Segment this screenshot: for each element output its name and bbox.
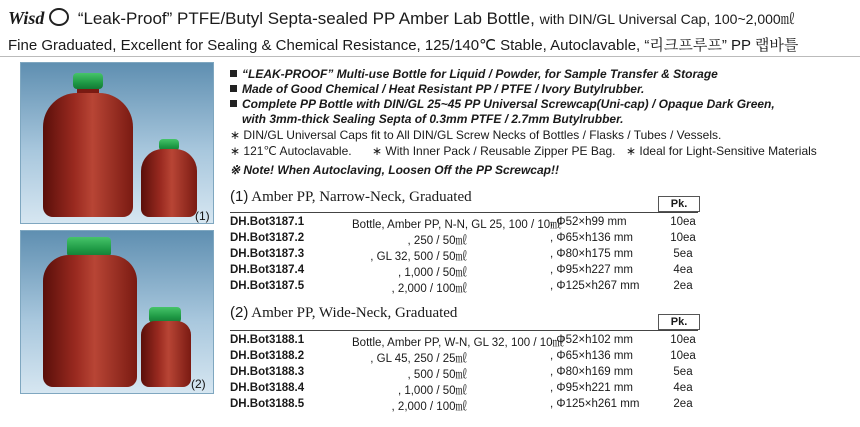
product-dim: , Φ95×h227 mm	[550, 264, 634, 276]
table-row	[230, 216, 700, 231]
table-row	[230, 334, 700, 349]
product-pk: 2ea	[673, 398, 693, 410]
table-row	[230, 382, 700, 397]
product-desc: , 2,000 / 100㎖	[391, 283, 467, 295]
large-bottle-icon	[43, 93, 133, 217]
product-desc: , GL 32, 500 / 50㎖	[370, 251, 467, 263]
product-dim: , Φ65×h136 mm	[550, 350, 634, 362]
product-photo-narrow-neck	[20, 62, 214, 224]
section-rule	[230, 330, 698, 331]
brand-mark-icon	[49, 8, 69, 26]
small-bottle-icon	[141, 321, 191, 387]
product-code: DH.Bot3187.1	[230, 216, 305, 228]
product-code: DH.Bot3187.3	[230, 248, 305, 260]
product-desc: , 500 / 50㎖	[407, 369, 467, 381]
product-desc: , GL 45, 250 / 25㎖	[370, 353, 467, 365]
autoclave-note: ※ Note! When Autoclaving, Loosen Off the PP Screwcap!!	[230, 163, 559, 177]
small-bottle-icon	[141, 149, 197, 217]
product-code: DH.Bot3188.1	[230, 334, 305, 346]
section-title: (1) Amber PP, Narrow-Neck, Graduated	[230, 188, 472, 205]
product-pk: 10ea	[670, 216, 696, 228]
square-bullet-icon	[230, 100, 237, 107]
table-row	[230, 398, 700, 413]
product-desc: , 1,000 / 50㎖	[397, 267, 467, 279]
title-small: with DIN/GL Universal Cap, 100~2,000㎖	[539, 11, 795, 27]
table-row	[230, 366, 700, 381]
feature-note: ∗ 121℃ Autoclavable.	[230, 144, 352, 158]
product-desc: Bottle, Amber PP, N-N, GL 25, 100 / 10㎖	[352, 219, 562, 231]
product-code: DH.Bot3188.5	[230, 398, 305, 410]
product-pk: 4ea	[673, 382, 693, 394]
product-dim: , Φ125×h267 mm	[550, 280, 640, 292]
product-code: DH.Bot3187.5	[230, 280, 305, 292]
square-bullet-icon	[230, 70, 237, 77]
product-pk: 5ea	[673, 366, 693, 378]
square-bullet-icon	[230, 85, 237, 92]
table-row	[230, 264, 700, 279]
product-pk: 10ea	[670, 334, 696, 346]
product-desc: Bottle, Amber PP, W-N, GL 32, 100 / 10㎖	[352, 337, 565, 349]
product-code: DH.Bot3188.2	[230, 350, 305, 362]
product-dim: , Φ80×h169 mm	[550, 366, 634, 378]
product-dim: , Φ125×h261 mm	[550, 398, 640, 410]
section-rule	[230, 212, 698, 213]
product-desc: , 2,000 / 100㎖	[391, 401, 467, 413]
table-row	[230, 232, 700, 247]
cap-icon	[67, 237, 111, 257]
product-pk: 5ea	[673, 248, 693, 260]
feature-note: ∗ With Inner Pack / Reusable Zipper PE Bag.	[372, 144, 616, 158]
product-dim: , Φ80×h175 mm	[550, 248, 634, 260]
product-code: DH.Bot3187.2	[230, 232, 305, 244]
photo-label: (2)	[191, 377, 206, 391]
brand-logo: Wisd	[8, 8, 45, 28]
feature-note: ∗ DIN/GL Universal Caps fit to All DIN/GL Screw Necks of Bottles / Flasks / Tubes / Vessels.	[230, 128, 722, 142]
feature-bullet: Complete PP Bottle with DIN/GL 25~45 PP Universal Screwcap(Uni-cap) / Opaque Dark Green,	[230, 97, 775, 111]
product-pk: 4ea	[673, 264, 693, 276]
product-code: DH.Bot3187.4	[230, 264, 305, 276]
header-divider	[0, 56, 860, 57]
product-dim: , Φ95×h221 mm	[550, 382, 634, 394]
title-main: “Leak-Proof” PTFE/Butyl Septa-sealed PP Amber Lab Bottle,	[77, 9, 535, 28]
product-dim: , Φ52×h102 mm	[550, 334, 634, 346]
pk-column-header: Pk.	[658, 314, 700, 330]
product-dim: , Φ65×h136 mm	[550, 232, 634, 244]
product-pk: 10ea	[670, 232, 696, 244]
cap-icon	[73, 73, 103, 89]
product-pk: 10ea	[670, 350, 696, 362]
page-title	[8, 8, 858, 29]
product-code: DH.Bot3188.4	[230, 382, 305, 394]
table-row	[230, 280, 700, 295]
section-title: (2) Amber PP, Wide-Neck, Graduated	[230, 304, 458, 321]
feature-bullet: “LEAK-PROOF” Multi-use Bottle for Liquid / Powder, for Sample Transfer & Storage	[230, 67, 718, 81]
feature-bullet: Made of Good Chemical / Heat Resistant PP / PTFE / Ivory Butylrubber.	[230, 82, 644, 96]
product-desc: , 1,000 / 50㎖	[397, 385, 467, 397]
product-photo-wide-neck	[20, 230, 214, 394]
pk-column-header: Pk.	[658, 196, 700, 212]
product-desc: , 250 / 50㎖	[407, 235, 467, 247]
large-bottle-icon	[43, 255, 137, 387]
page-subtitle: Fine Graduated, Excellent for Sealing & Chemical Resistance, 125/140℃ Stable, Autoclavable, “리크프루프” PP 랩바틀	[8, 37, 799, 54]
table-row	[230, 248, 700, 263]
product-pk: 2ea	[673, 280, 693, 292]
table-row	[230, 350, 700, 365]
product-code: DH.Bot3188.3	[230, 366, 305, 378]
product-dim: , Φ52×h99 mm	[550, 216, 627, 228]
feature-bullet-continued: with 3mm-thick Sealing Septa of 0.3mm PTFE / 2.7mm Butylrubber.	[242, 112, 624, 126]
photo-label: (1)	[195, 209, 210, 223]
feature-note: ∗ Ideal for Light-Sensitive Materials	[626, 144, 817, 158]
